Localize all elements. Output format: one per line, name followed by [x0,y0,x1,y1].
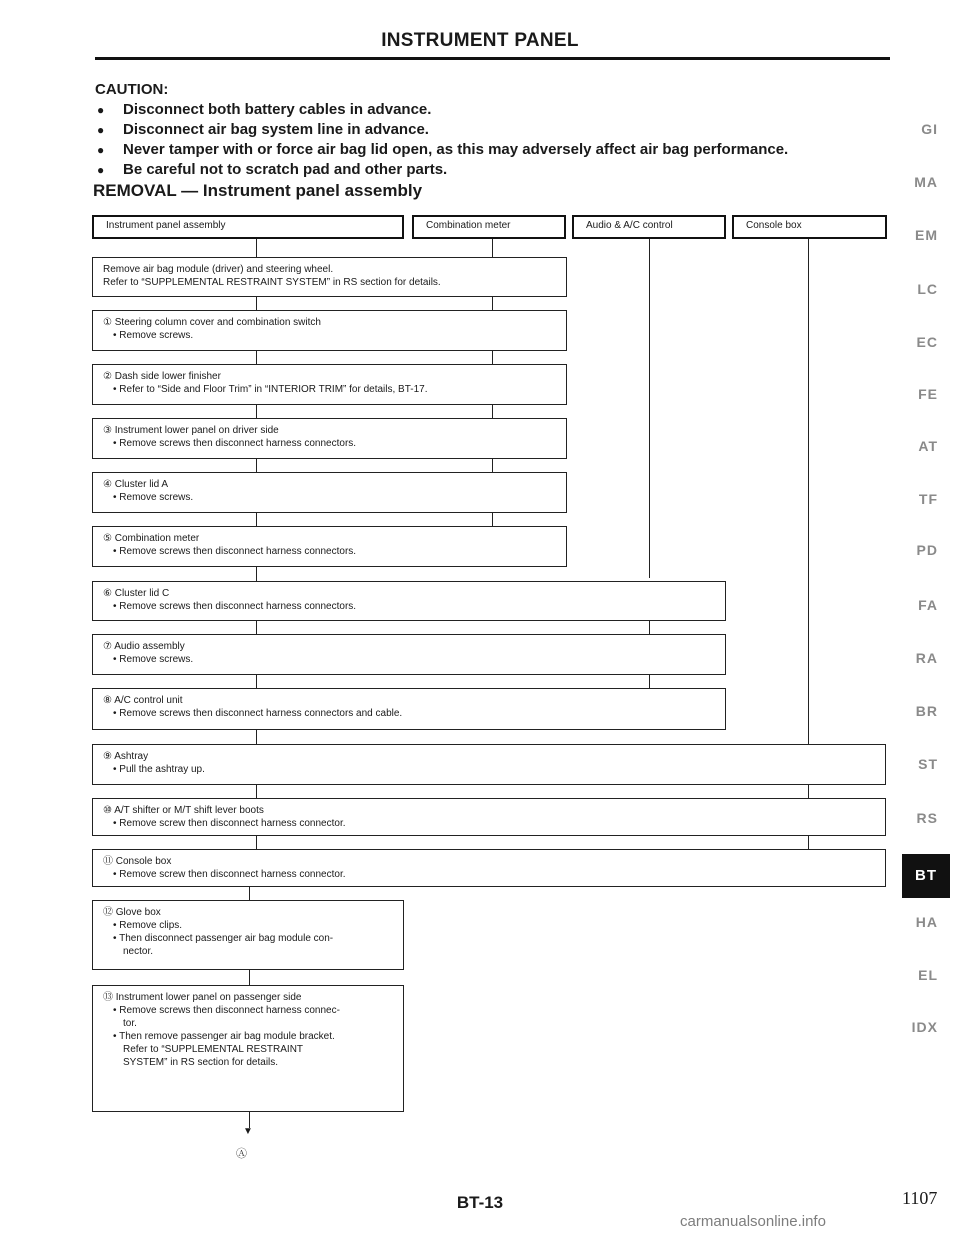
tab-bt-active[interactable]: BT [902,854,950,898]
tab-ha[interactable]: HA [915,914,938,930]
header-instrument-panel: Instrument panel assembly [92,215,404,239]
tab-tf[interactable]: TF [918,491,938,507]
caution-label: CAUTION: [95,81,169,98]
step-box-intro [92,257,567,297]
connector-line [808,785,809,798]
caution-item: ● Be careful not to scratch pad and other parts. [95,160,788,180]
step-detail: • Remove screws then disconnect harness connec- [113,1005,340,1016]
header-audio-ac-control: Audio & A/C control [572,215,726,239]
step-text: Refer to “SUPPLEMENTAL RESTRAINT SYSTEM” in RS section for details. [103,277,441,288]
connector-line [492,239,493,257]
section-heading: REMOVAL — Instrument panel assembly [93,181,423,200]
connector-line [256,405,257,418]
tab-fa[interactable]: FA [918,597,938,613]
step-title: ⑪ Console box [103,856,172,867]
step-box-12 [92,900,404,970]
connector-line [649,621,650,634]
tab-el[interactable]: EL [918,967,938,983]
tab-rs[interactable]: RS [916,810,938,826]
step-detail: SYSTEM” in RS section for details. [123,1057,279,1068]
connector-line [249,970,250,985]
continuation-marker: Ⓐ [236,1148,247,1160]
header-combination-meter: Combination meter [412,215,566,239]
step-box-6 [92,581,726,621]
tab-idx[interactable]: IDX [911,1019,938,1035]
step-title: ⑧ A/C control unit [103,695,183,706]
step-detail: • Remove screws then disconnect harness connectors and cable. [113,708,403,719]
step-title: ⑫ Glove box [103,907,161,918]
step-detail: • Remove screws. [113,654,194,665]
step-box-7 [92,634,726,675]
step-box-13 [92,985,404,1112]
step-box-1 [92,310,567,351]
tab-ma[interactable]: MA [914,174,938,190]
connector-line [256,297,257,310]
step-title: ③ Instrument lower panel on driver side [103,425,279,436]
page-title: INSTRUMENT PANEL [381,30,579,51]
step-box-9 [92,744,886,785]
step-title: ⑤ Combination meter [103,533,200,544]
step-detail: • Remove screw then disconnect harness connector. [113,869,346,880]
step-title: ⑬ Instrument lower panel on passenger side [103,992,302,1003]
step-title: ① Steering column cover and combination switch [103,317,321,328]
connector-line [256,567,257,581]
connector-line [256,785,257,798]
tab-ra[interactable]: RA [915,650,938,666]
watermark: carmanualsonline.info [680,1213,826,1230]
step-box-11 [92,849,886,887]
connector-line [256,239,257,257]
down-arrow-icon: ▼ [243,1126,253,1137]
connector-line [808,836,809,849]
step-box-5 [92,526,567,567]
connector-line [256,351,257,364]
page-number: 1107 [902,1188,938,1208]
connector-line [492,351,493,364]
connector-line [649,675,650,688]
connector-line [492,459,493,472]
step-detail: • Remove screw then disconnect harness connector. [113,818,346,829]
step-text: Remove air bag module (driver) and steering wheel. [103,264,334,275]
tab-gi[interactable]: GI [921,121,938,137]
step-detail: nector. [123,946,154,957]
connector-line [256,513,257,526]
step-detail: • Remove screws then disconnect harness connectors. [113,601,357,612]
step-box-3 [92,418,567,459]
tab-pd[interactable]: PD [916,542,938,558]
connector-line [808,239,809,744]
step-box-8 [92,688,726,730]
step-detail: • Pull the ashtray up. [113,764,205,775]
step-title: ④ Cluster lid A [103,479,169,490]
step-box-4 [92,472,567,513]
step-detail: • Remove screws. [113,492,194,503]
connector-line [256,730,257,744]
caution-block [95,80,788,180]
tab-fe[interactable]: FE [918,386,938,402]
caution-list [95,100,788,180]
step-detail: • Remove screws then disconnect harness connectors. [113,546,357,557]
tab-at[interactable]: AT [918,438,938,454]
caution-item: ● Disconnect both battery cables in advance. [95,100,788,120]
connector-line [249,887,250,900]
step-detail: Refer to “SUPPLEMENTAL RESTRAINT [123,1044,304,1055]
connector-line [492,405,493,418]
connector-line [256,459,257,472]
connector-line [256,836,257,849]
tab-em[interactable]: EM [915,227,938,243]
tab-br[interactable]: BR [915,703,938,719]
step-detail: • Then disconnect passenger air bag module con- [113,933,334,944]
step-title: ⑦ Audio assembly [103,641,185,652]
connector-line [649,239,650,578]
connector-line [256,621,257,634]
step-box-10 [92,798,886,836]
step-detail: • Refer to “Side and Floor Trim” in “INTERIOR TRIM” for details, BT-17. [113,384,428,395]
step-title: ⑥ Cluster lid C [103,588,170,599]
step-detail: • Remove screws. [113,330,194,341]
caution-item: ● Never tamper with or force air bag lid open, as this may adversely affect air bag performance. [95,140,788,160]
step-title: ⑨ Ashtray [103,751,149,762]
connector-line [492,297,493,310]
step-box-2 [92,364,567,405]
step-detail: • Then remove passenger air bag module bracket. [113,1031,335,1042]
step-title: ② Dash side lower finisher [103,371,221,382]
step-detail: • Remove clips. [113,920,183,931]
caution-item: ● Disconnect air bag system line in advance. [95,120,788,140]
title-rule [95,57,890,60]
page-code: BT-13 [456,1193,504,1212]
step-detail: • Remove screws then disconnect harness connectors. [113,438,357,449]
connector-line [492,513,493,526]
step-title: ⑩ A/T shifter or M/T shift lever boots [103,805,264,816]
tab-st[interactable]: ST [918,756,938,772]
header-console-box: Console box [732,215,887,239]
tab-lc[interactable]: LC [917,281,938,297]
tab-ec[interactable]: EC [916,334,938,350]
step-detail: tor. [123,1018,137,1029]
connector-line [256,675,257,688]
